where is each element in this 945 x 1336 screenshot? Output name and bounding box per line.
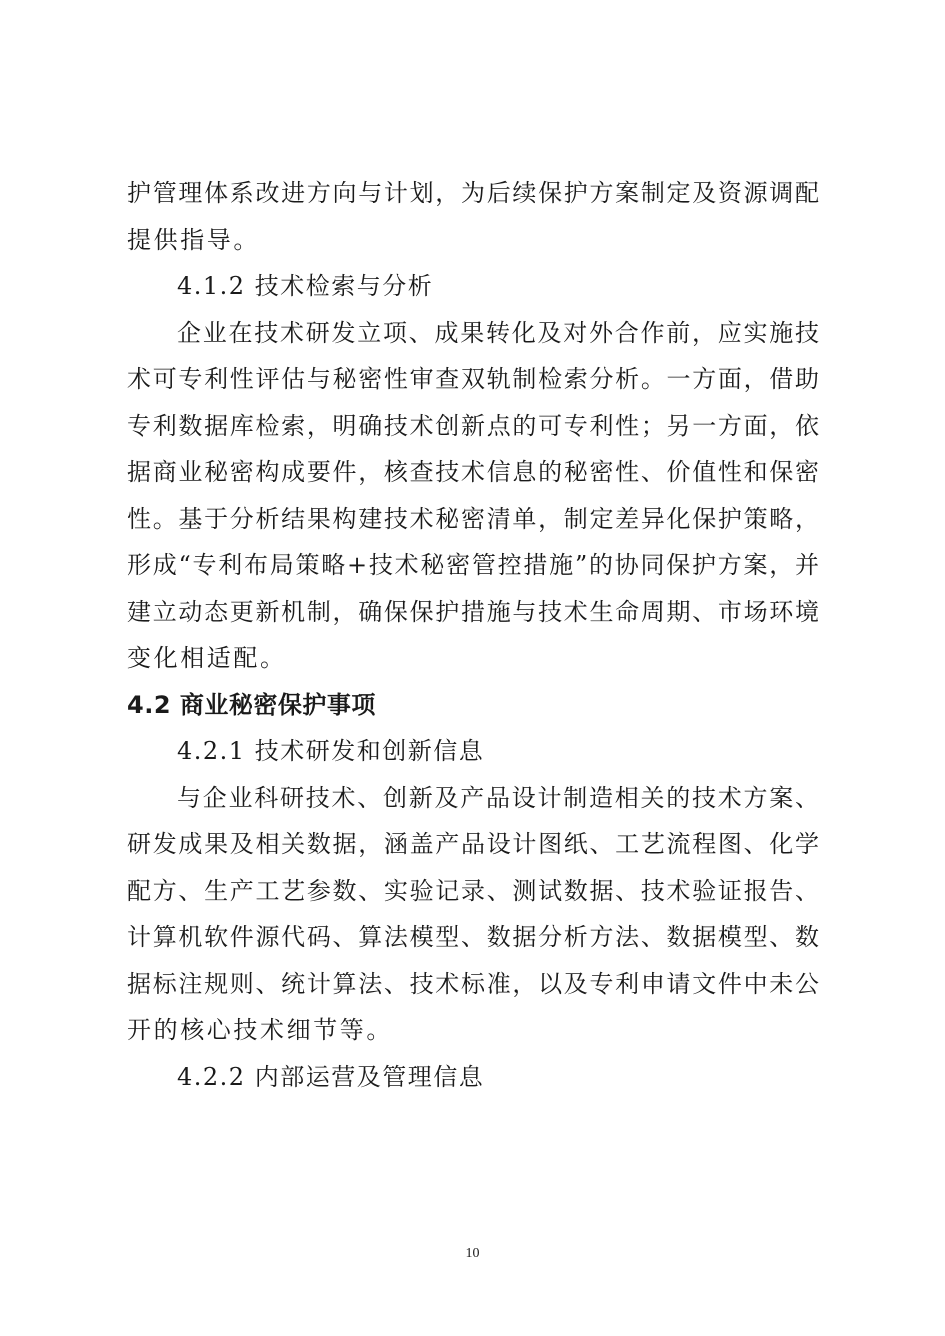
text-line: 研发成果及相关数据，涵盖产品设计图纸、工艺流程图、化学 [127,830,819,858]
text-line: 术可专利性评估与秘密性审查双轨制检索分析。一方面，借助 [127,365,819,393]
text-line: 专利数据库检索，明确技术创新点的可专利性；另一方面，依 [127,411,819,440]
subsection-heading-4-2-2: 4.2.2 内部运营及管理信息 [177,1062,485,1091]
text-line: 性。基于分析结果构建技术秘密清单，制定差异化保护策略， [127,504,819,533]
text-line: 计算机软件源代码、算法模型、数据分析方法、数据模型、数 [127,923,819,951]
page-number: 10 [465,1246,480,1261]
text-line: 变化相适配。 [127,644,287,672]
text-line: 据商业秘密构成要件，核查技术信息的秘密性、价值性和保密 [127,458,819,486]
text-line: 配方、生产工艺参数、实验记录、测试数据、技术验证报告、 [127,876,819,905]
section-heading-4-2: 4.2 商业秘密保护事项 [127,690,376,719]
text-line: 企业在技术研发立项、成果转化及对外合作前，应实施技 [177,318,819,347]
text-line: 提供指导。 [127,225,260,254]
subsection-heading-4-2-1: 4.2.1 技术研发和创新信息 [177,737,485,765]
text-line: 据标注规则、统计算法、技术标准，以及专利申请文件中未公 [127,969,819,998]
text-line: 形成“专利布局策略+技术秘密管控措施”的协同保护方案，并 [127,551,819,579]
text-line: 护管理体系改进方向与计划，为后续保护方案制定及资源调配 [127,179,819,207]
subsection-heading-4-1-2: 4.1.2 技术检索与分析 [177,272,434,300]
document-body [127,170,819,1100]
text-line: 与企业科研技术、创新及产品设计制造相关的技术方案、 [177,783,819,812]
text-line: 开的核心技术细节等。 [127,1016,393,1044]
text-line: 建立动态更新机制，确保保护措施与技术生命周期、市场环境 [127,597,819,626]
